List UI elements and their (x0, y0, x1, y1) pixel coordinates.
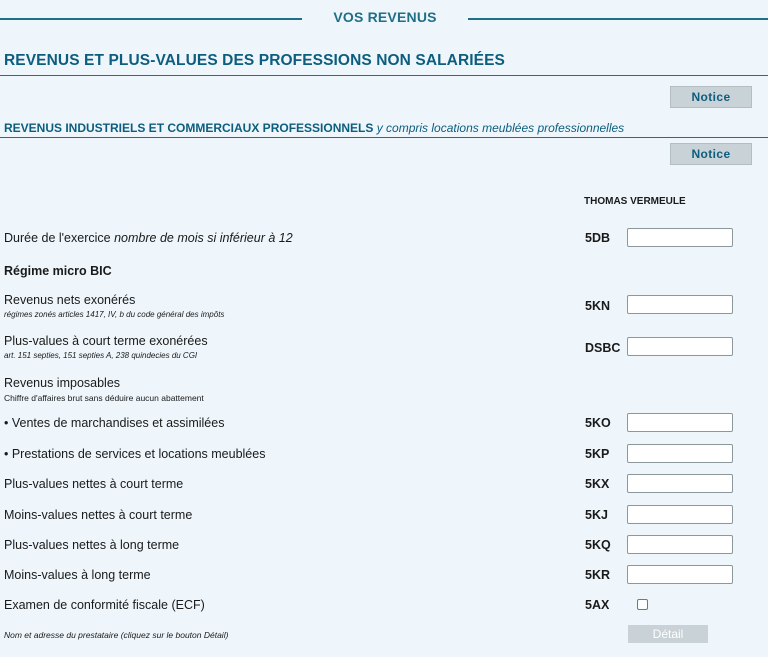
duree-code: 5DB (585, 231, 611, 245)
prestations-input[interactable] (627, 444, 733, 463)
mv-nettes-court-code: 5KJ (585, 508, 608, 522)
declarant-name: THOMAS VERMEULE (584, 196, 686, 207)
subsection-divider (0, 137, 768, 138)
ecf-code: 5AX (585, 598, 610, 612)
subsection-title-bold: REVENUS INDUSTRIELS ET COMMERCIAUX PROFESSIONNELS (4, 121, 374, 135)
pv-nettes-court-label: Plus-values nettes à court terme (4, 477, 184, 491)
page-title: VOS REVENUS (333, 9, 437, 25)
regime-title-text: Régime micro BIC (4, 264, 112, 278)
prestataire-note: Nom et adresse du prestataire (cliquez sur le bouton Détail) (4, 630, 229, 640)
pv-nettes-court-input[interactable] (627, 474, 733, 493)
mv-nettes-court-label: Moins-values nettes à court terme (4, 508, 193, 522)
pv-court-exo-note: art. 151 septies, 151 septies A, 238 quindecies du CGI (4, 351, 198, 360)
ecf-label: Examen de conformité fiscale (ECF) (4, 598, 205, 612)
exoneres-input[interactable] (627, 295, 733, 314)
imposables-note: Chiffre d'affaires brut sans déduire aucun abattement (4, 393, 204, 403)
duree-input[interactable] (627, 228, 733, 247)
ventes-code: 5KO (585, 416, 611, 430)
header-rule-left (0, 18, 302, 20)
ecf-checkbox[interactable] (637, 599, 648, 610)
header-rule-right (468, 18, 768, 20)
pv-nettes-long-input[interactable] (627, 535, 733, 554)
duree-label-italic: nombre de mois si inférieur à 12 (114, 231, 293, 245)
ventes-input[interactable] (627, 413, 733, 432)
duree-label (4, 231, 293, 245)
detail-button[interactable]: Détail (628, 625, 708, 643)
section-notice-button[interactable]: Notice (670, 86, 752, 108)
regime-title (4, 264, 112, 278)
mv-long-input[interactable] (627, 565, 733, 584)
subsection-title (4, 121, 624, 135)
mv-long-code: 5KR (585, 568, 611, 582)
pv-court-exo-code: DSBC (585, 341, 621, 355)
prestations-label: • Prestations de services et locations meublées (4, 447, 266, 461)
pv-nettes-long-label: Plus-values nettes à long terme (4, 538, 180, 552)
subsection-title-italic: y compris locations meublées professionnelles (376, 121, 625, 135)
mv-nettes-court-input[interactable] (627, 505, 733, 524)
pv-nettes-court-code: 5KX (585, 477, 610, 491)
imposables-label: Revenus imposables (4, 376, 121, 390)
section-divider (0, 75, 768, 76)
section-title: REVENUS ET PLUS-VALUES DES PROFESSIONS NON SALARIÉES (4, 52, 505, 69)
subsection-notice-button[interactable]: Notice (670, 143, 752, 165)
exoneres-label: Revenus nets exonérés (4, 293, 136, 307)
pv-court-exo-input[interactable] (627, 337, 733, 356)
mv-long-label: Moins-values à long terme (4, 568, 151, 582)
prestations-code: 5KP (585, 447, 610, 461)
pv-nettes-long-code: 5KQ (585, 538, 611, 552)
pv-court-exo-label: Plus-values à court terme exonérées (4, 334, 208, 348)
exoneres-code: 5KN (585, 299, 611, 313)
exoneres-note: régimes zonés articles 1417, IV, b du code général des impôts (4, 310, 225, 319)
duree-label-text: Durée de l'exercice (4, 231, 111, 245)
ventes-label: • Ventes de marchandises et assimilées (4, 416, 225, 430)
